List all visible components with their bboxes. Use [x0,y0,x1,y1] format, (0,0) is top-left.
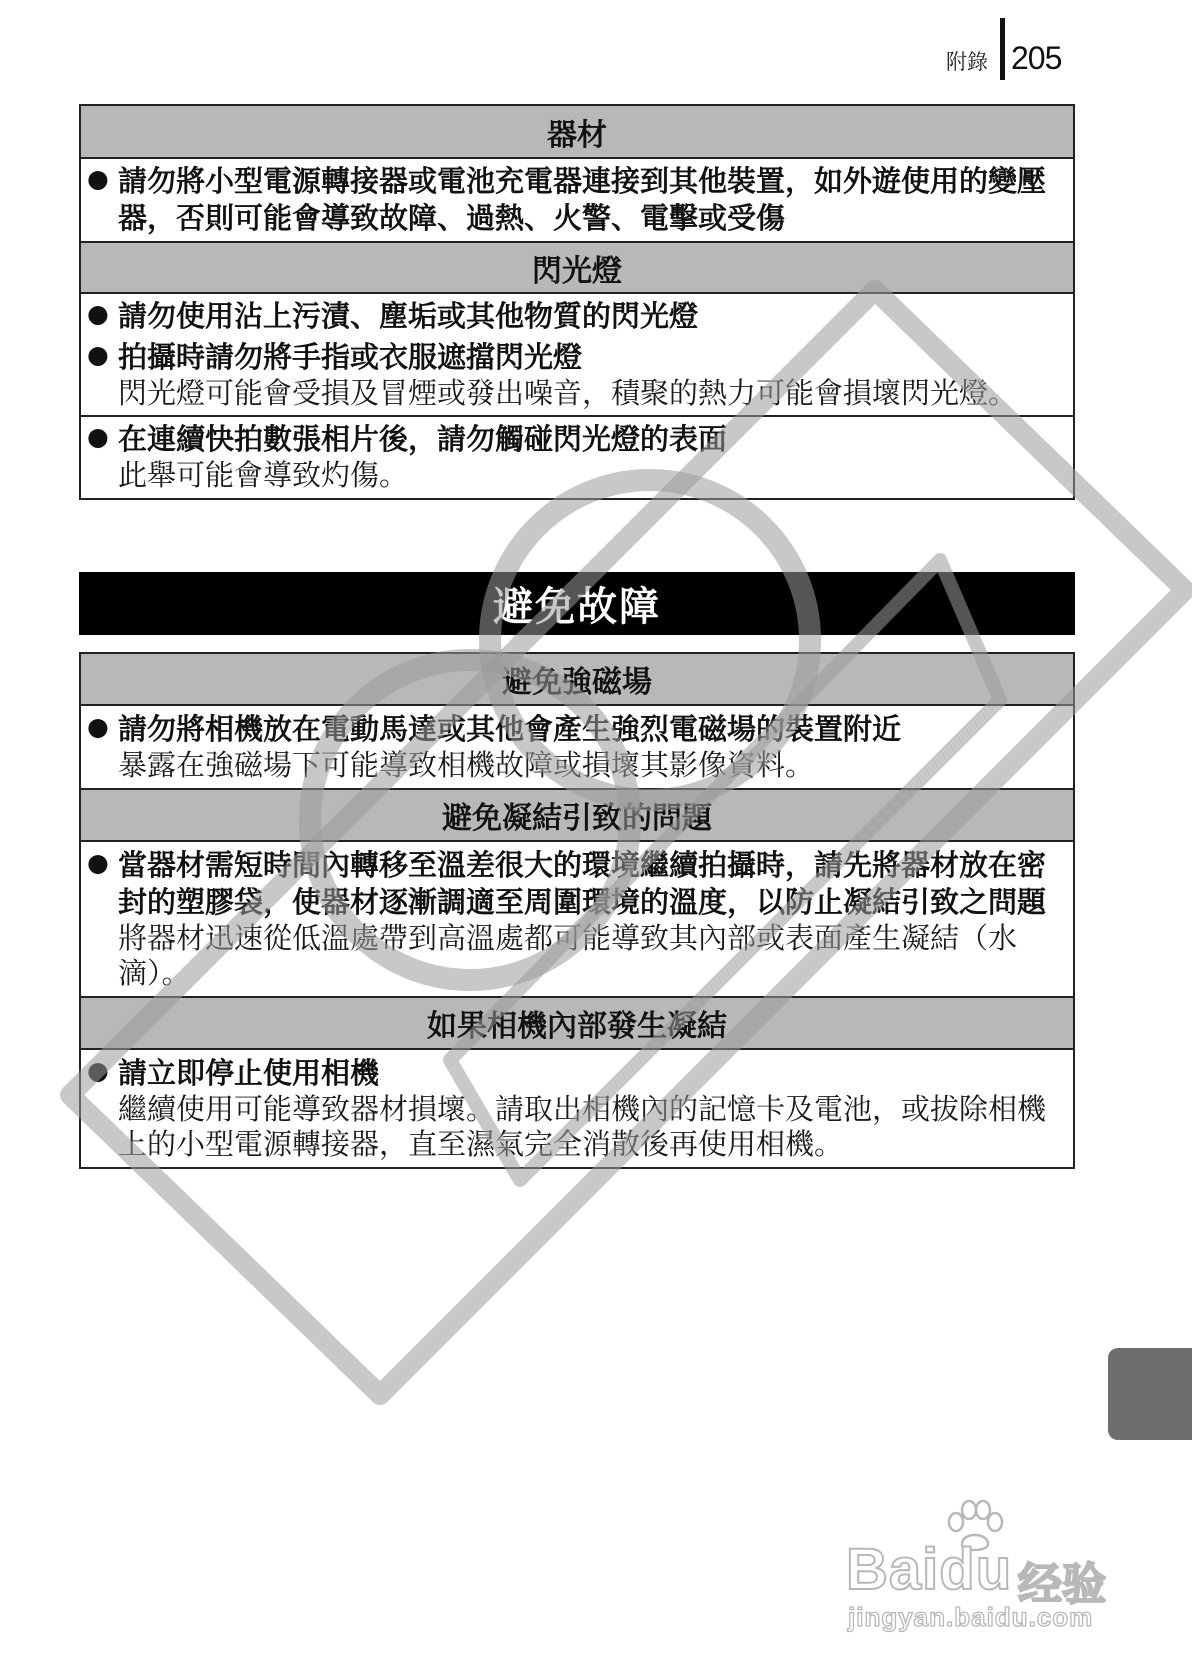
bullet-icon: ● [87,422,109,451]
bullet-icon: ● [87,299,109,328]
section-label: 附錄 [946,50,988,74]
bullet-icon: ● [87,1056,109,1085]
list-item [81,415,1073,498]
item-bold-text: 請勿將相機放在電動馬達或其他會產生強烈電磁場的裝置附近 [118,712,902,746]
heading-condensation: 避免凝結引致的問題 [81,788,1073,842]
chapter-tab [1108,1348,1192,1440]
precautions-box-1 [79,104,1075,500]
list-item [81,1050,1073,1167]
item-normal-text: 繼續使用可能導致器材損壞。請取出相機內的記憶卡及電池，或拔除相機上的小型電源轉接器，直至濕氣完全消散後再使用相機。 [118,1092,1047,1161]
header-rule [1000,18,1005,80]
logo-brand [846,1536,1012,1603]
item-normal-text: 閃光燈可能會受損及冒煙或發出噪音，積聚的熱力可能會損壞閃光燈。 [118,376,1018,410]
bullet-icon: ● [87,164,109,193]
item-bold-text: 當器材需短時間內轉移至溫差很大的環境繼續拍攝時，請先將器材放在密封的塑膠袋，使器材逐漸調適至周圍環境的溫度，以防止凝結引致之問題 [118,848,1047,919]
item-bold-text: 在連續快拍數張相片後，請勿觸碰閃光燈的表面 [118,422,728,456]
section-banner: 避免故障 [79,572,1075,635]
list-item [81,335,1073,415]
bullet-icon: ● [87,340,109,369]
precautions-box-2 [79,652,1075,1169]
logo-url: jingyan.baidu.com [848,1602,1094,1632]
logo-brand-du: du [939,1537,1013,1602]
heading-flash: 閃光燈 [81,241,1073,294]
list-item [81,842,1073,996]
heading-inside-condensation: 如果相機內部發生凝結 [81,996,1073,1050]
page-number: 205 [1011,39,1062,76]
bullet-icon: ● [87,848,109,877]
baidu-jingyan-logo [846,1500,1126,1630]
list-item [81,706,1073,788]
logo-brand-cn: 经验 [1018,1559,1106,1610]
item-normal-text: 此舉可能會導致灼傷。 [118,458,409,492]
item-normal-text: 暴露在強磁場下可能導致相機故障或損壞其影像資料。 [118,748,815,782]
heading-equipment: 器材 [81,106,1073,159]
item-bold-text: 拍攝時請勿將手指或衣服遮擋閃光燈 [118,340,583,374]
logo-brand-text: Bai [846,1537,940,1602]
bullet-icon: ● [87,712,109,741]
item-bold-text: 請勿將小型電源轉接器或電池充電器連接到其他裝置，如外遊使用的變壓器，否則可能會導致故障、過熱、火警、電擊或受傷 [118,164,1047,235]
page-header [946,36,1061,80]
list-item [81,294,1073,335]
heading-magnetic: 避免強磁場 [81,654,1073,706]
item-bold-text: 請勿使用沾上污漬、塵垢或其他物質的閃光燈 [118,299,699,333]
item-normal-text: 將器材迅速從低溫處帶到高溫處都可能導致其內部或表面產生凝結（水滴）。 [118,921,1018,990]
list-item [81,159,1073,241]
item-bold-text: 請立即停止使用相機 [118,1056,380,1090]
